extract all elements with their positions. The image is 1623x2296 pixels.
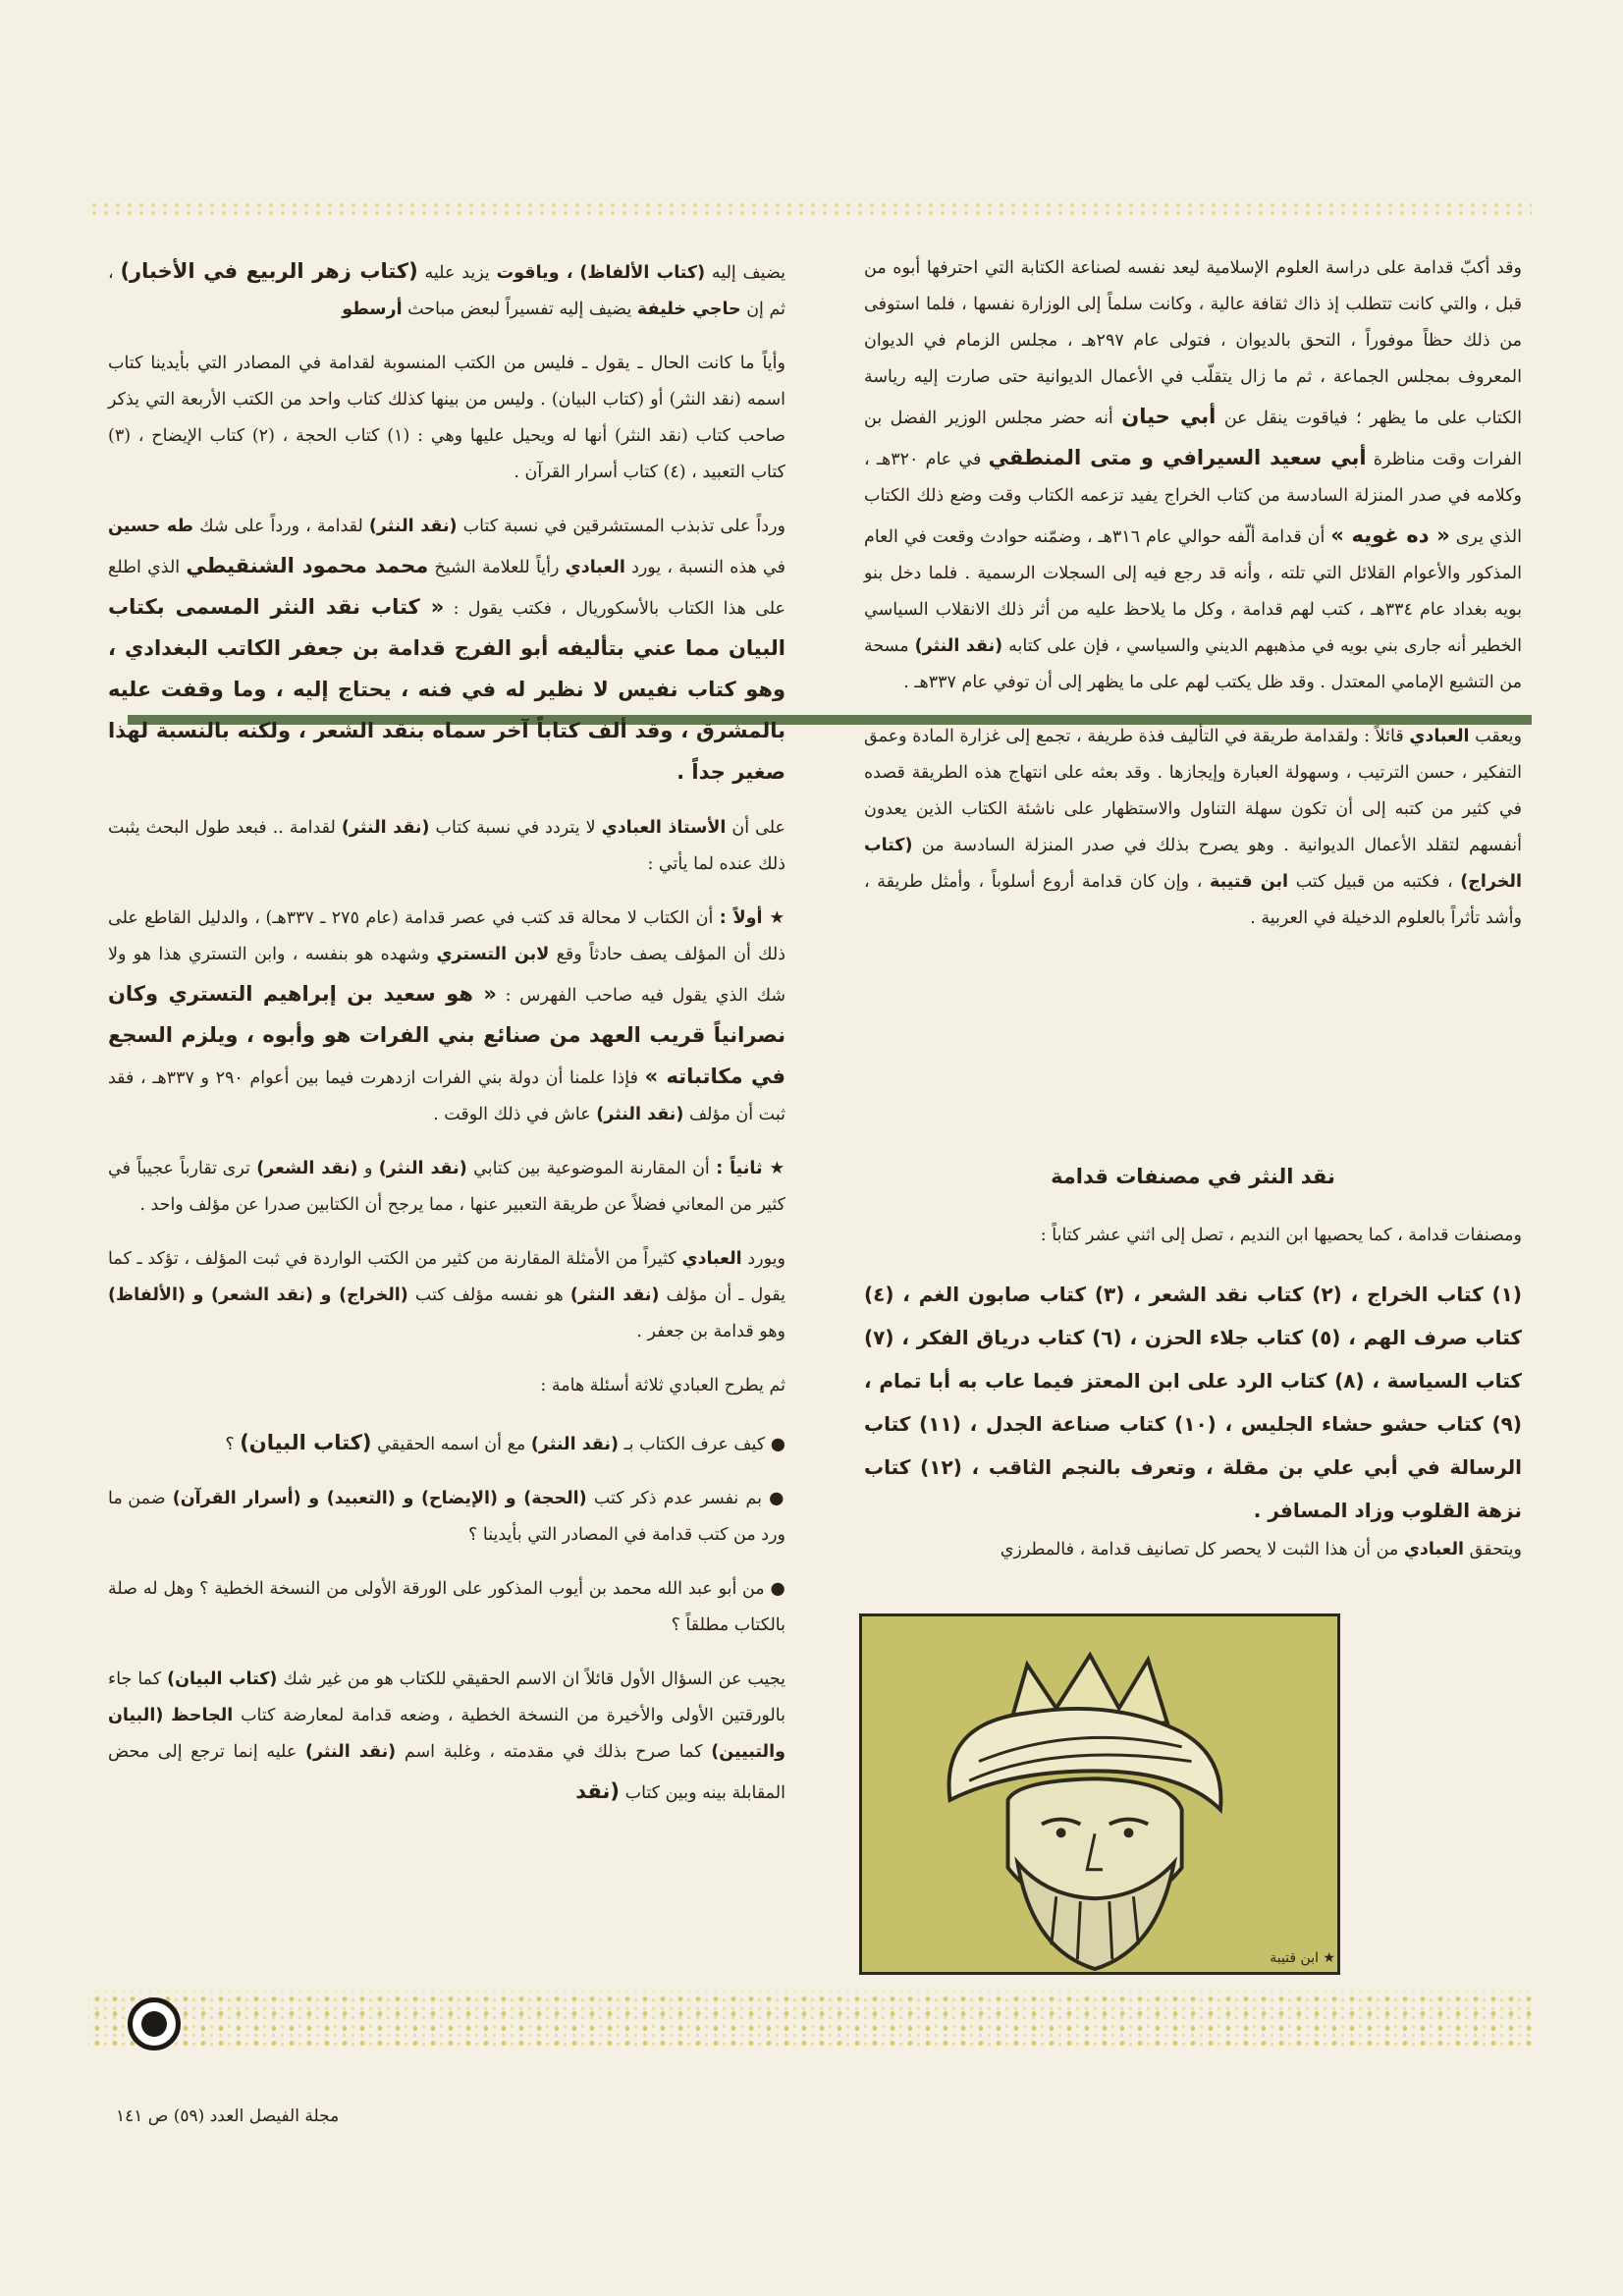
- question-2: ● بم نفسر عدم ذكر كتب (الحجة) و (الإيضاح) و (التعبيد) و (أسرار القرآن) ضمن ما ورد من كتب قدامة في المصادر التي بأيدينا ؟: [108, 1481, 785, 1554]
- left-paragraph-7: ويورد العبادي كثيراً من الأمثلة المقارنة من كثير من الكتب الواردة في ثبت المؤلف ، تؤكد ـ كما يقول ـ أن مؤلف (نقد النثر) هو نفسه مؤلف كتب (الخراج) و (نقد الشعر) و (الألفاظ) وهو قدامة بن جعفر .: [108, 1249, 785, 1341]
- turbaned-man-drawing: [862, 1616, 1337, 1972]
- right-paragraph-2: ويعقب العبادي قائلاً : ولقدامة طريقة في التأليف فذة طريفة ، تجمع إلى غزارة المادة وعمق التفكير ، حسن الترتيب ، وسهولة العبارة وإيجازها . وقد بعثه على انتهاج هذه الطريقة قصده في كثير من كتبه إلى أن تكون سهلة التناول والاستظهار على ناشئة الكتاب الذين يعدون أنفسهم لتقلد الأعمال الديوانية . وهو يصرح بذلك في صدر المنزلة السادسة من (كتاب الخراج) ، فكتبه من قبيل كتب ابن قتيبة ، وإن كان قدامة أروع أسلوباً ، وأمثل طريقة ، وأشد تأثراً بالعلوم الدخيلة في العربية .: [864, 727, 1522, 928]
- right-column: [864, 250, 1522, 955]
- left-paragraph-9: يجيب عن السؤال الأول قائلاً ان الاسم الحقيقي للكتاب هو من غير شك (كتاب البيان) كما جاء بالورقتين الأولى والأخيرة من النسخة الخطية ، وضعه قدامة لمعارضة كتاب الجاحظ (البيان والتبيين) كما صرح بذلك في مقدمته ، وغلبة اسم (نقد النثر) عليه إنما ترجع إلى محض المقابلة بينه وبين كتاب (نقد: [108, 1669, 785, 1803]
- left-paragraph-4: على أن الأستاذ العبادي لا يتردد في نسبة كتاب (نقد النثر) لقدامة .. فبعد طول البحث يثبت ذلك عنده لما يأتي :: [108, 818, 785, 874]
- question-3: ● من أبو عبد الله محمد بن أيوب المذكور على الورقة الأولى من النسخة الخطية ؟ وهل له صلة بالكتاب مطلقاً ؟: [108, 1571, 785, 1644]
- section-heading: نقد النثر في مصنفات قدامة: [1051, 1165, 1335, 1188]
- shinqiti-quote: « كتاب نقد النثر المسمى بكتاب البيان مما عني بتأليفه أبو الفرج قدامة بن جعفر الكاتب البغدادي ، وهو كتاب نفيس لا نظير له في فنه ، يحتاج إليه ، وما وقفت عليه بالمشرق ، وقد ألف كتاباً آخر سماه بنقد الشعر ، ولكنه بالنسبة لهذا صغير جداً .: [108, 595, 785, 784]
- left-paragraph-3: ورداً على تذبذب المستشرقين في نسبة كتاب (نقد النثر) لقدامة ، ورداً على شك طه حسين في هذه النسبة ، يورد العبادي رأياً للعلامة الشيخ محمد محمود الشنقيطي الذي اطلع على هذا الكتاب بالأسكوريال ، فكتب يقول : « كتاب نقد النثر المسمى بكتاب البيان مما عني بتأليفه أبو الفرج قدامة بن جعفر الكاتب البغدادي ، وهو كتاب نفيس لا نظير له في فنه ، يحتاج إليه ، وما وقفت عليه بالمشرق ، وقد ألف كتاباً آخر سماه بنقد الشعر ، ولكنه بالنسبة لهذا صغير جداً .: [108, 517, 785, 784]
- left-paragraph-6: ★ ثانياً : أن المقارنة الموضوعية بين كتابي (نقد النثر) و (نقد الشعر) ترى تقارباً عجيباً في كثير من المعاني فضلاً عن طريقة التعبير عنها ، مما يرجح أن الكتابين صدرا عن مؤلف واحد .: [108, 1151, 785, 1224]
- top-ornament-band: [88, 201, 1532, 217]
- page-corner-badge: [128, 1997, 181, 2050]
- page-footer: مجلة الفيصل العدد (٥٩) ص ١٤١: [116, 2106, 340, 2126]
- left-paragraph-2: وأياً ما كانت الحال ـ يقول ـ فليس من الكتب المنسوبة لقدامة في المصادر التي بأيدينا كتاب اسمه (نقد النثر) أو (كتاب البيان) . وليس من بينها كذلك كتاب واحد من الكتب الأربعة التي يذكر صاحب كتاب (نقد النثر) أنها له ويحيل عليها وهي : (١) كتاب الحجة ، (٢) كتاب الإيضاح ، (٣) كتاب التعبيد ، (٤) كتاب أسرار القرآن .: [108, 354, 785, 482]
- question-1: ● كيف عرف الكتاب بـ (نقد النثر) مع أن اسمه الحقيقي (كتاب البيان) ؟: [108, 1422, 785, 1463]
- works-list: (١) كتاب الخراج ، (٢) كتاب نقد الشعر ، (٣) كتاب صابون الغم ، (٤) كتاب صرف الهم ، (٥) كتاب جلاء الحزن ، (٦) كتاب درياق الفكر ، (٧) كتاب السياسة ، (٨) كتاب الرد على ابن المعتز فيما عاب به أبا تمام ، (٩) كتاب حشو حشاء الجليس ، (١٠) كتاب صناعة الجدل ، (١١) كتاب الرسالة في أبي علي بن مقلة ، وتعرف بالنجم الثاقب ، (١٢) كتاب نزهة القلوب وزاد المسافر .: [864, 1283, 1523, 1522]
- portrait-illustration: [859, 1613, 1340, 1975]
- works-note: ويتحقق العبادي من أن هذا الثبت لا يحصر كل تصانيف قدامة ، فالمطرزي: [1000, 1540, 1522, 1559]
- left-column: [108, 250, 785, 1830]
- right-paragraph-1: وقد أكبّ قدامة على دراسة العلوم الإسلامية ليعد نفسه لصناعة الكتابة التي احترفها أبوه من قبل ، والتي كانت تتطلب إذ ذاك ثقافة عالية ، وكانت سلماً إلى الوزارة نفسها ، فلما استوفى من ذلك حظاً موفوراً ، التحق بالديوان ، فتولى عام ٢٩٧هـ ، مجلس الزمام في الديوان المعروف بمجلس الجماعة ، ثم ما زال يتقلّب في الأعمال الديوانية حتى صارت إليه رياسة الكتاب على ما يظهر ؛ فياقوت ينقل عن أبي حيان أنه حضر مجلس الوزير الفضل بن الفرات وقت مناظرة أبي سعيد السيرافي و متى المنطقي في عام ٣٢٠هـ ، وكلامه في صدر المنزلة السادسة من كتاب الخراج يفيد تزعمه الكتاب وقت وضع ذلك الكتاب الذي يرى « ده غويه » أن قدامة ألّفه حوالي عام ٣١٦هـ ، وضمّنه حوادث وقعت في العام المذكور والأعوام القلائل التي تلته ، وأنه قد رجع فيه إلى السجلات الرسمية . فلما دخل بنو بويه بغداد عام ٣٣٤هـ ، كتب لهم قدامة ، وكل ما يلاحظ عليه من أثر ذلك الانقلاب السياسي الخطير أنه جارى بني بويه في مذهبهم الديني والسياسي ، فإن على كتابه (نقد النثر) مسحة من التشيع الإمامي المعتدل . وقد ظل يكتب لهم على ما يظهر إلى أن توفي عام ٣٣٧هـ .: [864, 258, 1522, 692]
- left-paragraph-1: يضيف إليه (كتاب الألفاظ) ، وياقوت يزيد عليه (كتاب زهر الربيع في الأخبار) ، ثم إن حاجي خليفة يضيف إليه تفسيراً لبعض مباحث أرسطو: [108, 259, 785, 319]
- works-intro: ومصنفات قدامة ، كما يحصيها ابن النديم ، تصل إلى اثني عشر كتاباً :: [1040, 1226, 1522, 1245]
- left-paragraph-5: ★ أولاً : أن الكتاب لا محالة قد كتب في عصر قدامة (عام ٢٧٥ ـ ٣٣٧هـ) ، والدليل القاطع على ذلك أن المؤلف يصف حادثاً وقع لابن التستري وشهده هو بنفسه ، وابن التستري هذا هو ولا شك الذي يقول فيه صاحب الفهرس : « هو سعيد بن إبراهيم التستري وكان نصرانياً قريب العهد من صنائع بني الفرات هو وأبوه ، ويلزم السجع في مكاتباته » فإذا علمنا أن دولة بني الفرات ازدهرت فيما بين أعوام ٢٩٠ و ٣٣٧هـ ، فقد ثبت أن مؤلف (نقد النثر) عاش في ذلك الوقت .: [108, 901, 785, 1133]
- bottom-ornament-band: [88, 1992, 1532, 2050]
- portrait-caption: ★ ابن قتيبة: [1270, 1950, 1335, 1966]
- left-paragraph-8: ثم يطرح العبادي ثلاثة أسئلة هامة :: [540, 1376, 785, 1395]
